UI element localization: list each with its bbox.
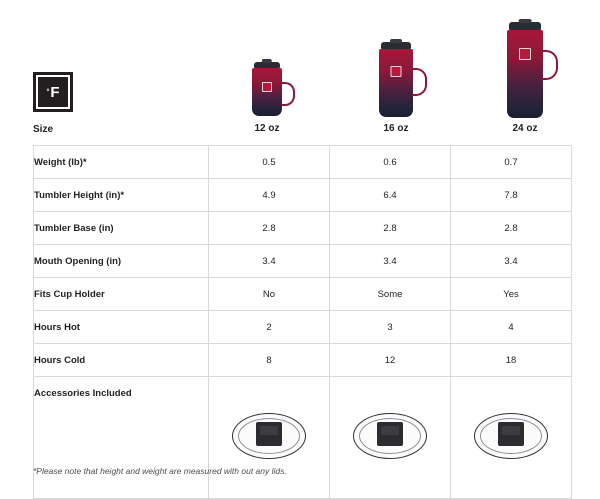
table-row: [34, 278, 572, 311]
brand-logo-degree: °: [46, 88, 50, 96]
brand-logo-square: [36, 75, 70, 109]
cell-value: 2.8: [330, 212, 451, 245]
table-row: [34, 245, 572, 278]
lid-24oz-icon: [451, 377, 571, 487]
cell-accessory: [451, 377, 572, 499]
table-row: [34, 212, 572, 245]
table-body: [34, 146, 572, 499]
cell-value: Some: [330, 278, 451, 311]
cell-value: 4.9: [209, 179, 330, 212]
cell-accessory: [209, 377, 330, 499]
tumbler-lid: [381, 42, 411, 49]
cell-value: 18: [451, 344, 572, 377]
table-row: [34, 179, 572, 212]
tumbler-24oz-icon: [465, 22, 585, 118]
lid-16oz-icon: [330, 377, 450, 487]
tumbler-16oz-icon: [336, 42, 456, 118]
cell-value: 3.4: [330, 245, 451, 278]
cell-value: 3.4: [451, 245, 572, 278]
product-column-12oz: [207, 0, 327, 140]
specification-table: [33, 145, 572, 499]
cell-value: 7.8: [451, 179, 572, 212]
row-label: Weight (lb)*: [34, 146, 209, 179]
cell-value: 3: [330, 311, 451, 344]
table-row-accessories: [34, 377, 572, 499]
tumbler-12oz-icon: [207, 62, 327, 118]
row-label: Tumbler Height (in)*: [34, 179, 209, 212]
header: [0, 0, 600, 140]
product-image-row: [207, 0, 567, 140]
product-column-16oz: [336, 0, 456, 140]
cell-value: 2.8: [209, 212, 330, 245]
tumbler-badge: [519, 48, 531, 60]
table-row: [34, 344, 572, 377]
tumbler-handle: [281, 82, 295, 106]
brand-logo-letter: [38, 77, 68, 107]
cell-value: 2.8: [451, 212, 572, 245]
cell-value: 3.4: [209, 245, 330, 278]
tumbler-badge: [262, 82, 272, 92]
brand-logo-char: F: [50, 83, 60, 101]
tumbler-handle: [412, 68, 427, 96]
product-caption-12oz: 12 oz: [254, 123, 280, 134]
lid-slider-tab: [498, 422, 524, 446]
cell-value: 0.5: [209, 146, 330, 179]
table-row: [34, 311, 572, 344]
cell-value: 0.6: [330, 146, 451, 179]
cell-value: 6.4: [330, 179, 451, 212]
lid-slider-tab: [256, 422, 282, 446]
tumbler-badge: [391, 66, 402, 77]
row-label: Mouth Opening (in): [34, 245, 209, 278]
cell-value: No: [209, 278, 330, 311]
size-header-label: Size: [33, 124, 54, 135]
product-column-24oz: [465, 0, 585, 140]
cell-value: Yes: [451, 278, 572, 311]
tumbler-body: [252, 68, 282, 116]
footnote: *Please note that height and weight are measured with out any lids.: [33, 466, 287, 476]
tumbler-handle: [542, 50, 558, 80]
cell-value: 2: [209, 311, 330, 344]
cell-value: 0.7: [451, 146, 572, 179]
cell-accessory: [330, 377, 451, 499]
row-label: Accessories Included: [34, 377, 209, 499]
cell-value: 12: [330, 344, 451, 377]
product-caption-24oz: 24 oz: [512, 123, 538, 134]
tumbler-body: [379, 49, 413, 117]
cell-value: 4: [451, 311, 572, 344]
cell-value: 8: [209, 344, 330, 377]
row-label: Hours Cold: [34, 344, 209, 377]
table-row: [34, 146, 572, 179]
tumbler-body: [507, 30, 543, 118]
product-caption-16oz: 16 oz: [383, 123, 409, 134]
row-label: Tumbler Base (in): [34, 212, 209, 245]
row-label: Hours Hot: [34, 311, 209, 344]
tumbler-lid: [509, 22, 541, 30]
brand-logo-icon: [33, 72, 73, 112]
lid-slider-tab: [377, 422, 403, 446]
row-label: Fits Cup Holder: [34, 278, 209, 311]
